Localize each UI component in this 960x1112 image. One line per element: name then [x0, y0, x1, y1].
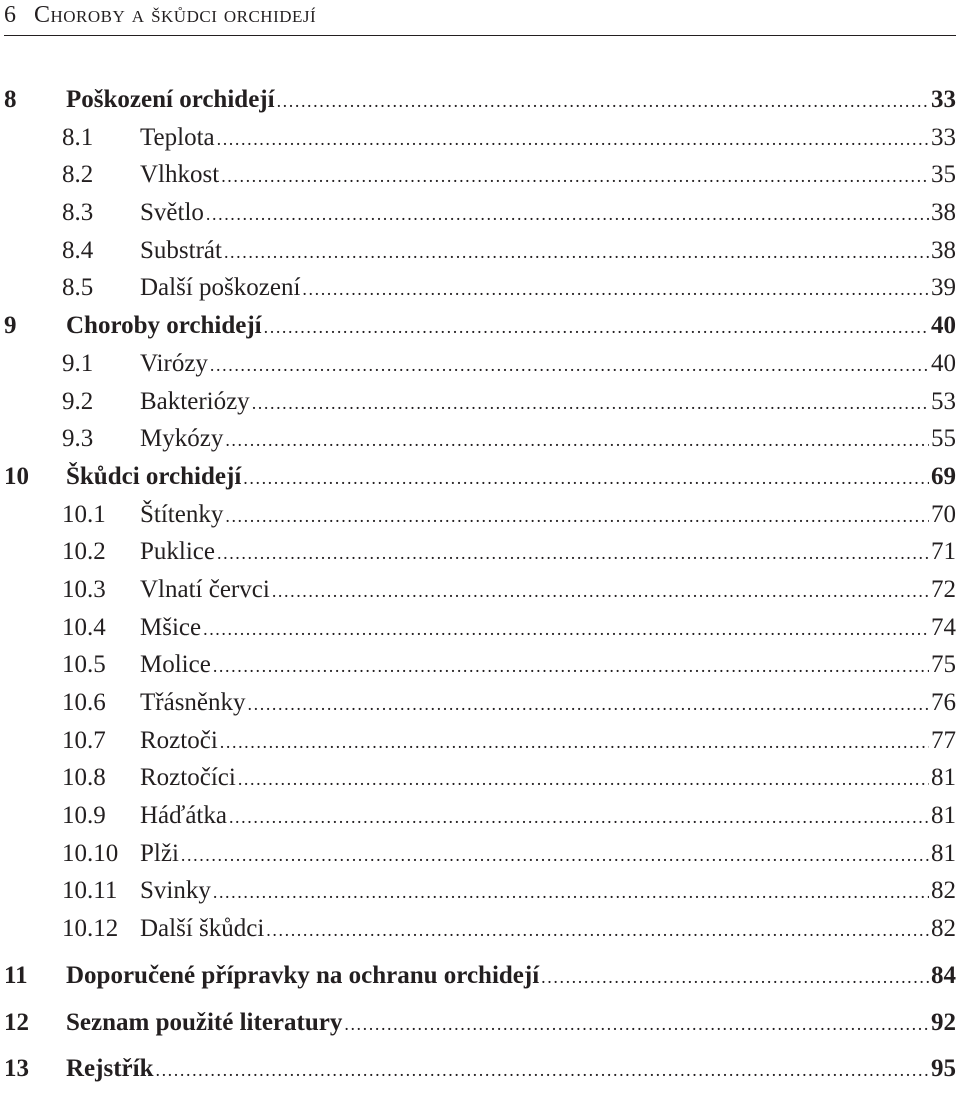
- toc-section-entry[interactable]: [0, 269, 960, 307]
- dot-leader: [243, 460, 929, 498]
- toc-entry-title: Mšice: [140, 613, 202, 641]
- dot-leader: [221, 158, 929, 196]
- toc-section-entry[interactable]: [0, 383, 960, 421]
- toc-entry-page: 55: [931, 425, 956, 453]
- toc-section-entry[interactable]: [0, 420, 960, 458]
- toc-entry-page: 38: [931, 236, 956, 264]
- toc-entry-number: 10.7: [62, 726, 106, 754]
- toc-entry-number: 10.2: [62, 538, 106, 566]
- dot-leader: [220, 724, 929, 762]
- toc-entry-page: 33: [931, 123, 956, 151]
- dot-leader: [225, 498, 929, 536]
- toc-entry-number: 11: [4, 961, 28, 989]
- dot-leader: [210, 347, 929, 385]
- dot-leader: [248, 686, 929, 724]
- toc-entry-title: Teplota: [140, 123, 215, 151]
- toc-entry-page: 82: [931, 915, 956, 943]
- dot-leader: [217, 535, 929, 573]
- toc-entry-title: Háďátka: [140, 802, 227, 830]
- dot-leader: [181, 837, 929, 875]
- toc-section-entry[interactable]: [0, 910, 960, 948]
- toc-entry-title: Bakteriózy: [140, 387, 250, 415]
- dot-leader: [541, 959, 929, 997]
- toc-entry-title: Světlo: [140, 199, 204, 227]
- toc-section-entry[interactable]: [0, 232, 960, 270]
- toc-entry-number: 8.4: [62, 236, 94, 264]
- toc-entry-page: 84: [931, 961, 956, 989]
- toc-entry-number: 13: [4, 1055, 29, 1083]
- toc-entry-title: Další škůdci: [140, 915, 265, 943]
- toc-entry-number: 9: [4, 312, 17, 340]
- toc-section-entry[interactable]: [0, 835, 960, 873]
- toc-entry-page: 81: [931, 764, 956, 792]
- toc-section-entry[interactable]: [0, 119, 960, 157]
- toc-entry-number: 10.3: [62, 575, 106, 603]
- dot-leader: [217, 121, 929, 159]
- toc-entry-title: Seznam použité literatury: [66, 1008, 343, 1036]
- toc-entry-page: 81: [931, 802, 956, 830]
- dot-leader: [264, 309, 929, 347]
- toc-entry-page: 70: [931, 500, 956, 528]
- dot-leader: [206, 196, 929, 234]
- toc-entry-page: 38: [931, 199, 956, 227]
- toc-entry-title: Svinky: [140, 877, 211, 905]
- toc-entry-title: Další poškození: [140, 274, 301, 302]
- toc-entry-title: Roztočíci: [140, 764, 236, 792]
- toc-entry-number: 10.9: [62, 802, 106, 830]
- table-of-contents: [0, 81, 960, 1088]
- toc-section-entry[interactable]: [0, 194, 960, 232]
- toc-entry-page: 74: [931, 613, 956, 641]
- toc-entry-title: Puklice: [140, 538, 215, 566]
- toc-entry-page: 75: [931, 651, 956, 679]
- toc-entry-number: 10.12: [62, 915, 119, 943]
- toc-entry-title: Škůdci orchidejí: [66, 462, 242, 490]
- toc-entry-number: 10.10: [62, 839, 119, 867]
- toc-chapter-entry[interactable]: [0, 81, 960, 119]
- toc-chapter-entry[interactable]: [0, 1004, 960, 1042]
- toc-entry-number: 12: [4, 1008, 29, 1036]
- toc-entry-page: 53: [931, 387, 956, 415]
- toc-entry-page: 69: [931, 462, 956, 490]
- toc-section-entry[interactable]: [0, 345, 960, 383]
- toc-entry-title: Molice: [140, 651, 211, 679]
- toc-chapter-entry[interactable]: [0, 957, 960, 995]
- toc-entry-page: 76: [931, 689, 956, 716]
- toc-entry-page: 95: [931, 1055, 956, 1083]
- dot-leader: [213, 874, 929, 912]
- toc-entry-title: Mykózy: [140, 425, 224, 453]
- dot-leader: [252, 385, 929, 423]
- toc-chapter-entry[interactable]: [0, 1050, 960, 1088]
- toc-entry-page: 92: [931, 1008, 956, 1036]
- toc-section-entry[interactable]: [0, 872, 960, 910]
- toc-section-entry[interactable]: [0, 156, 960, 194]
- toc-chapter-entry[interactable]: [0, 307, 960, 345]
- dot-leader: [229, 799, 929, 837]
- toc-entry-title: Plži: [140, 839, 179, 867]
- toc-entry-title: Třásněnky: [140, 689, 246, 716]
- toc-entry-title: Vlnatí červci: [140, 575, 270, 603]
- toc-section-entry[interactable]: [0, 646, 960, 684]
- dot-leader: [155, 1052, 929, 1090]
- toc-section-entry[interactable]: [0, 496, 960, 534]
- toc-entry-title: Doporučené přípravky na ochranu orchidejí: [66, 961, 540, 989]
- toc-entry-page: 33: [931, 86, 956, 113]
- toc-entry-number: 9.3: [62, 425, 94, 453]
- toc-chapter-entry[interactable]: [0, 458, 960, 496]
- toc-section-entry[interactable]: [0, 571, 960, 609]
- toc-entry-number: 9.2: [62, 387, 94, 415]
- dot-leader: [277, 83, 929, 121]
- toc-entry-title: Choroby orchidejí: [66, 312, 262, 340]
- toc-section-entry[interactable]: [0, 609, 960, 647]
- toc-entry-number: 10.5: [62, 651, 106, 679]
- toc-entry-number: 8.3: [62, 199, 94, 227]
- toc-section-entry[interactable]: [0, 759, 960, 797]
- toc-entry-page: 40: [931, 349, 956, 377]
- toc-entry-title: Roztoči: [140, 726, 218, 754]
- toc-entry-page: 77: [931, 726, 956, 754]
- toc-entry-page: 40: [931, 312, 956, 340]
- dot-leader: [266, 912, 929, 950]
- running-head: [4, 0, 316, 34]
- dot-leader: [203, 611, 929, 649]
- toc-entry-number: 8.5: [62, 274, 94, 302]
- toc-entry-page: 81: [931, 839, 956, 867]
- toc-entry-page: 39: [931, 274, 956, 302]
- toc-entry-title: Virózy: [140, 349, 208, 377]
- dot-leader: [224, 234, 929, 272]
- toc-entry-title: Poškození orchidejí: [66, 86, 275, 113]
- toc-entry-number: 10.11: [62, 877, 118, 905]
- toc-entry-page: 71: [931, 538, 956, 566]
- toc-entry-page: 82: [931, 877, 956, 905]
- toc-entry-page: 72: [931, 575, 956, 603]
- running-title: Choroby a škůdci orchidejí: [34, 2, 317, 28]
- toc-entry-number: 8.2: [62, 161, 94, 189]
- toc-entry-number: 9.1: [62, 349, 94, 377]
- toc-entry-number: 10.8: [62, 764, 106, 792]
- toc-entry-title: Substrát: [140, 236, 222, 264]
- dot-leader: [302, 271, 929, 309]
- toc-entry-number: 8: [4, 86, 17, 113]
- toc-entry-title: Rejstřík: [66, 1055, 154, 1083]
- header-rule: [4, 35, 956, 36]
- toc-entry-number: 10: [4, 462, 29, 490]
- toc-entry-title: Štítenky: [140, 500, 224, 528]
- dot-leader: [225, 422, 929, 460]
- toc-section-entry[interactable]: [0, 533, 960, 571]
- toc-entry-number: 10.1: [62, 500, 106, 528]
- toc-entry-title: Vlhkost: [140, 161, 220, 189]
- toc-section-entry[interactable]: [0, 797, 960, 835]
- toc-section-entry[interactable]: [0, 722, 960, 760]
- toc-entry-number: 8.1: [62, 123, 94, 151]
- dot-leader: [344, 1006, 929, 1044]
- dot-leader: [272, 573, 929, 611]
- toc-entry-page: 35: [931, 161, 956, 189]
- page-number: 6: [4, 2, 16, 28]
- dot-leader: [238, 761, 929, 799]
- dot-leader: [213, 648, 929, 686]
- toc-entry-number: 10.4: [62, 613, 106, 641]
- toc-entry-number: 10.6: [62, 689, 106, 716]
- toc-section-entry[interactable]: [0, 684, 960, 722]
